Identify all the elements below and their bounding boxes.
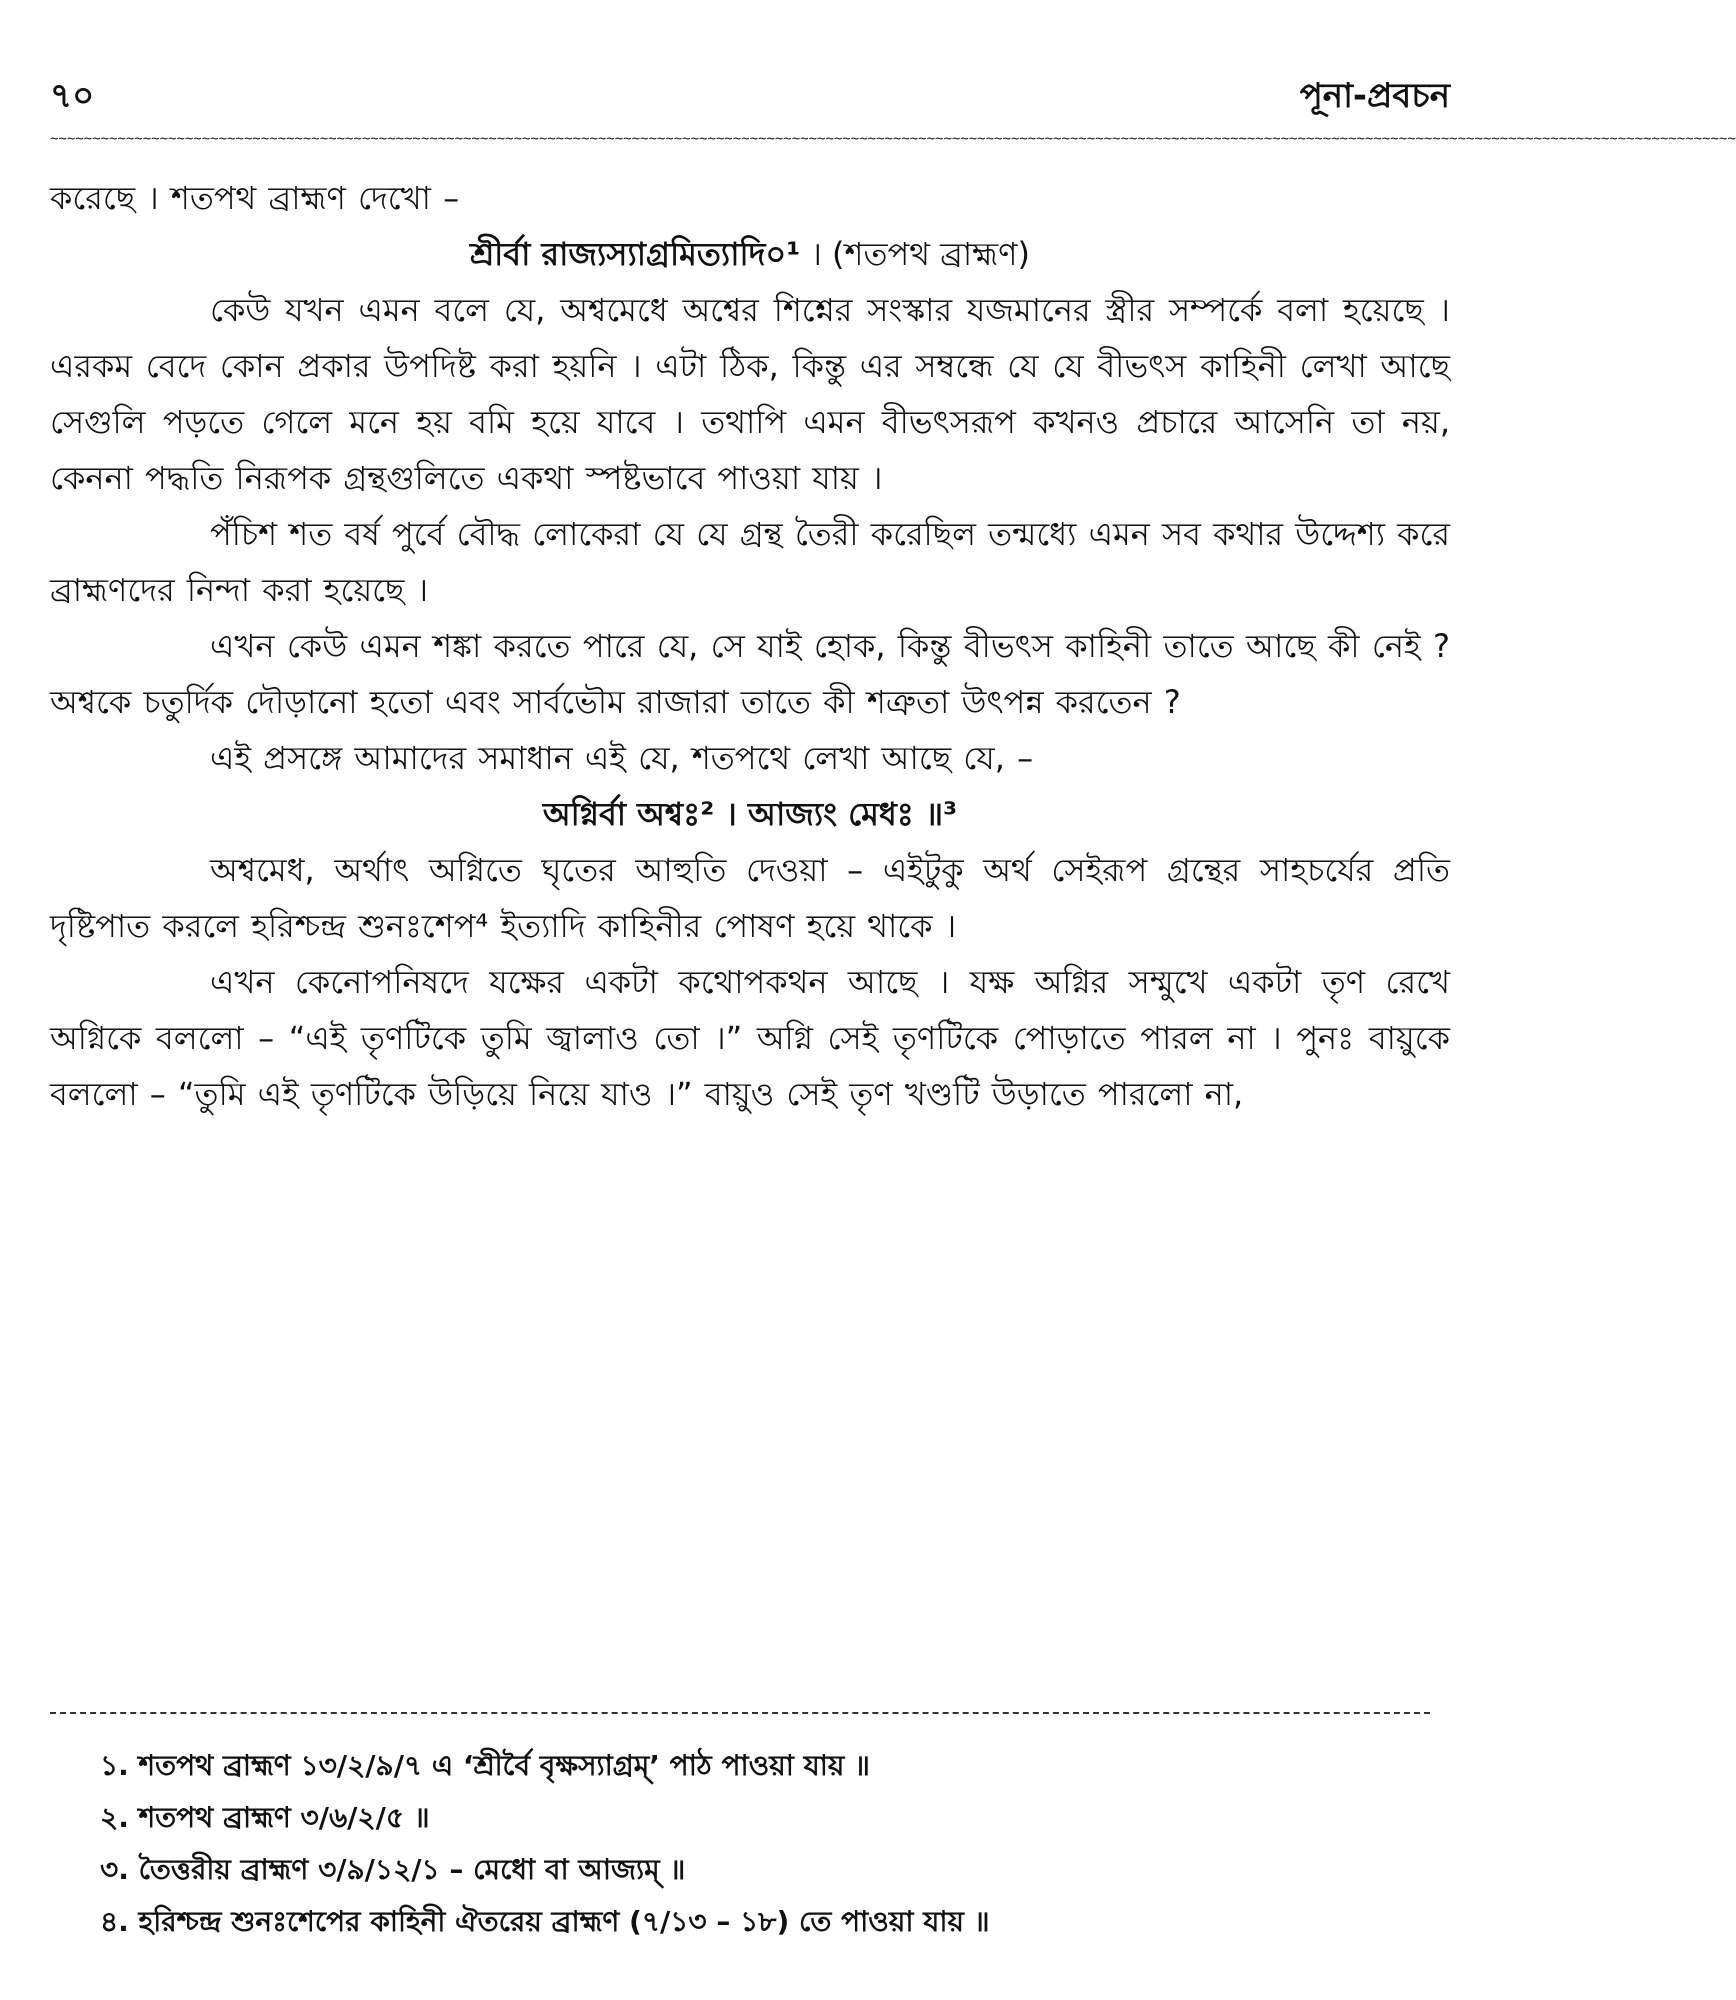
paragraph-7: এখন কেনোপনিষদে যক্ষের একটা কথোপকথন আছে । যক্ষ অগ্নির সম্মুখে একটা তৃণ রেখে অগ্নিকে বললো – “এই তৃণটিকে তুমি জ্বালাও তো ।” অগ্নি সেই তৃণটিকে পোড়াতে পারল না । পুনঃ বায়ুকে বললো – “তুমি এই তৃণটিকে উড়িয়ে নিয়ে যাও ।” বায়ুও সেই তৃণ খণ্ডটি উড়াতে পারলো না, [50,963,1450,1113]
paragraph-1: করেছে । শতপথ ব্রাহ্মণ দেখো – [50,179,460,217]
page-number: ৭০ [50,76,95,116]
paragraph-6: অশ্বমেধ, অর্থাৎ অগ্নিতে ঘৃতের আহুতি দেওয়া – এইটুকু অর্থ সেইরূপ গ্রন্থের সাহচর্যের প্রতি দৃষ্টিপাত করলে হরিশ্চন্দ্র শুনঃশেপ⁴ ইত্যাদি কাহিনীর পোষণ হয়ে থাকে । [50,851,1450,945]
footnote-2: ২. শতপথ ব্রাহ্মণ ৩/৬/২/৫ ॥ [100,1801,430,1834]
paragraph-2: কেউ যখন এমন বলে যে, অশ্বমেধে অশ্বের শিশ্নের সংস্কার যজমানের স্ত্রীর সম্পর্কে বলা হয়েছে । এরকম বেদে কোন প্রকার উপদিষ্ট করা হয়নি । এটা ঠিক, কিন্তু এর সম্বন্ধে যে যে বীভৎস কাহিনী লেখা আছে সেগুলি পড়তে গেলে মনে হয় বমি হয়ে যাবে । তথাপি এমন বীভৎসরূপ কখনও প্রচারে আসেনি তা নয়, কেননা পদ্ধতি নিরূপক গ্রন্থগুলিতে একথা স্পষ্টভাবে পাওয়া যায় । [50,291,1450,497]
footnote-4: ৪. হরিশ্চন্দ্র শুনঃশেপের কাহিনী ঐতরেয় ব্রাহ্মণ (৭/১৩ – ১৮) তে পাওয়া যায় ॥ [100,1905,990,1938]
footnotes [100,1740,1460,1948]
sanskrit-quote-2: অগ্নির্বা অশ্বঃ² । আজ্যং মেধঃ ॥³ [542,795,958,833]
sanskrit-quote-1-text: শ্রীর্বা রাজ্যস্যাগ্রমিত্যাদি০¹ [470,235,801,273]
paragraph-4: এখন কেউ এমন শঙ্কা করতে পারে যে, সে যাই হোক, কিন্তু বীভৎস কাহিনী তাতে আছে কী নেই ? অশ্বকে চতুর্দিক দৌড়ানো হতো এবং সার্বভৌম রাজারা তাতে কী শত্রুতা উৎপন্ন করতেন ? [50,627,1450,721]
sanskrit-quote-1-source: । (শতপথ ব্রাহ্মণ) [800,235,1030,273]
sanskrit-quote-1 [50,226,1450,282]
paragraph-3: পঁচিশ শত বর্ষ পুর্বে বৌদ্ধ লোকেরা যে যে গ্রন্থ তৈরী করেছিল তন্মধ্যে এমন সব কথার উদ্দেশ্য করে ব্রাহ্মণদের নিন্দা করা হয়েছে । [50,515,1450,609]
header-tilde-rule: ~~~~~~~~~~~~~~~~~~~~~~~~~~~~~~~~~~~~~~~~~~~~~~~~~~~~~~~~~~~~~~~~~~~~~~~~~~~~~~~~~~~~~~~~~~~~~~~~~~~~~~~~~~~~~~~~~~~~~~~~~~~~~~~~~~~~~~~~~~~~~~~~~~~~~~~~~~~~~~~~~~~~~~~~~~~~~~~~~~~~~~~~~~~~~~~~~~~~~~~~ [50,131,1736,147]
paragraph-5: এই প্রসঙ্গে আমাদের সমাধান এই যে, শতপথে লেখা আছে যে, – [210,739,1034,777]
running-head: পূনা-প্রবচন [1299,76,1450,116]
footnote-divider [50,1712,1430,1714]
body-text [50,170,1450,1122]
footnote-3: ৩. তৈত্তরীয় ব্রাহ্মণ ৩/৯/১২/১ – মেধো বা আজ্যম্ ॥ [100,1853,686,1886]
footnote-1: ১. শতপথ ব্রাহ্মণ ১৩/২/৯/৭ এ ‘শ্রীর্বৈ বৃক্ষস্যাগ্রম্’ পাঠ পাওয়া যায় ॥ [100,1749,870,1782]
page-header [50,70,1450,130]
